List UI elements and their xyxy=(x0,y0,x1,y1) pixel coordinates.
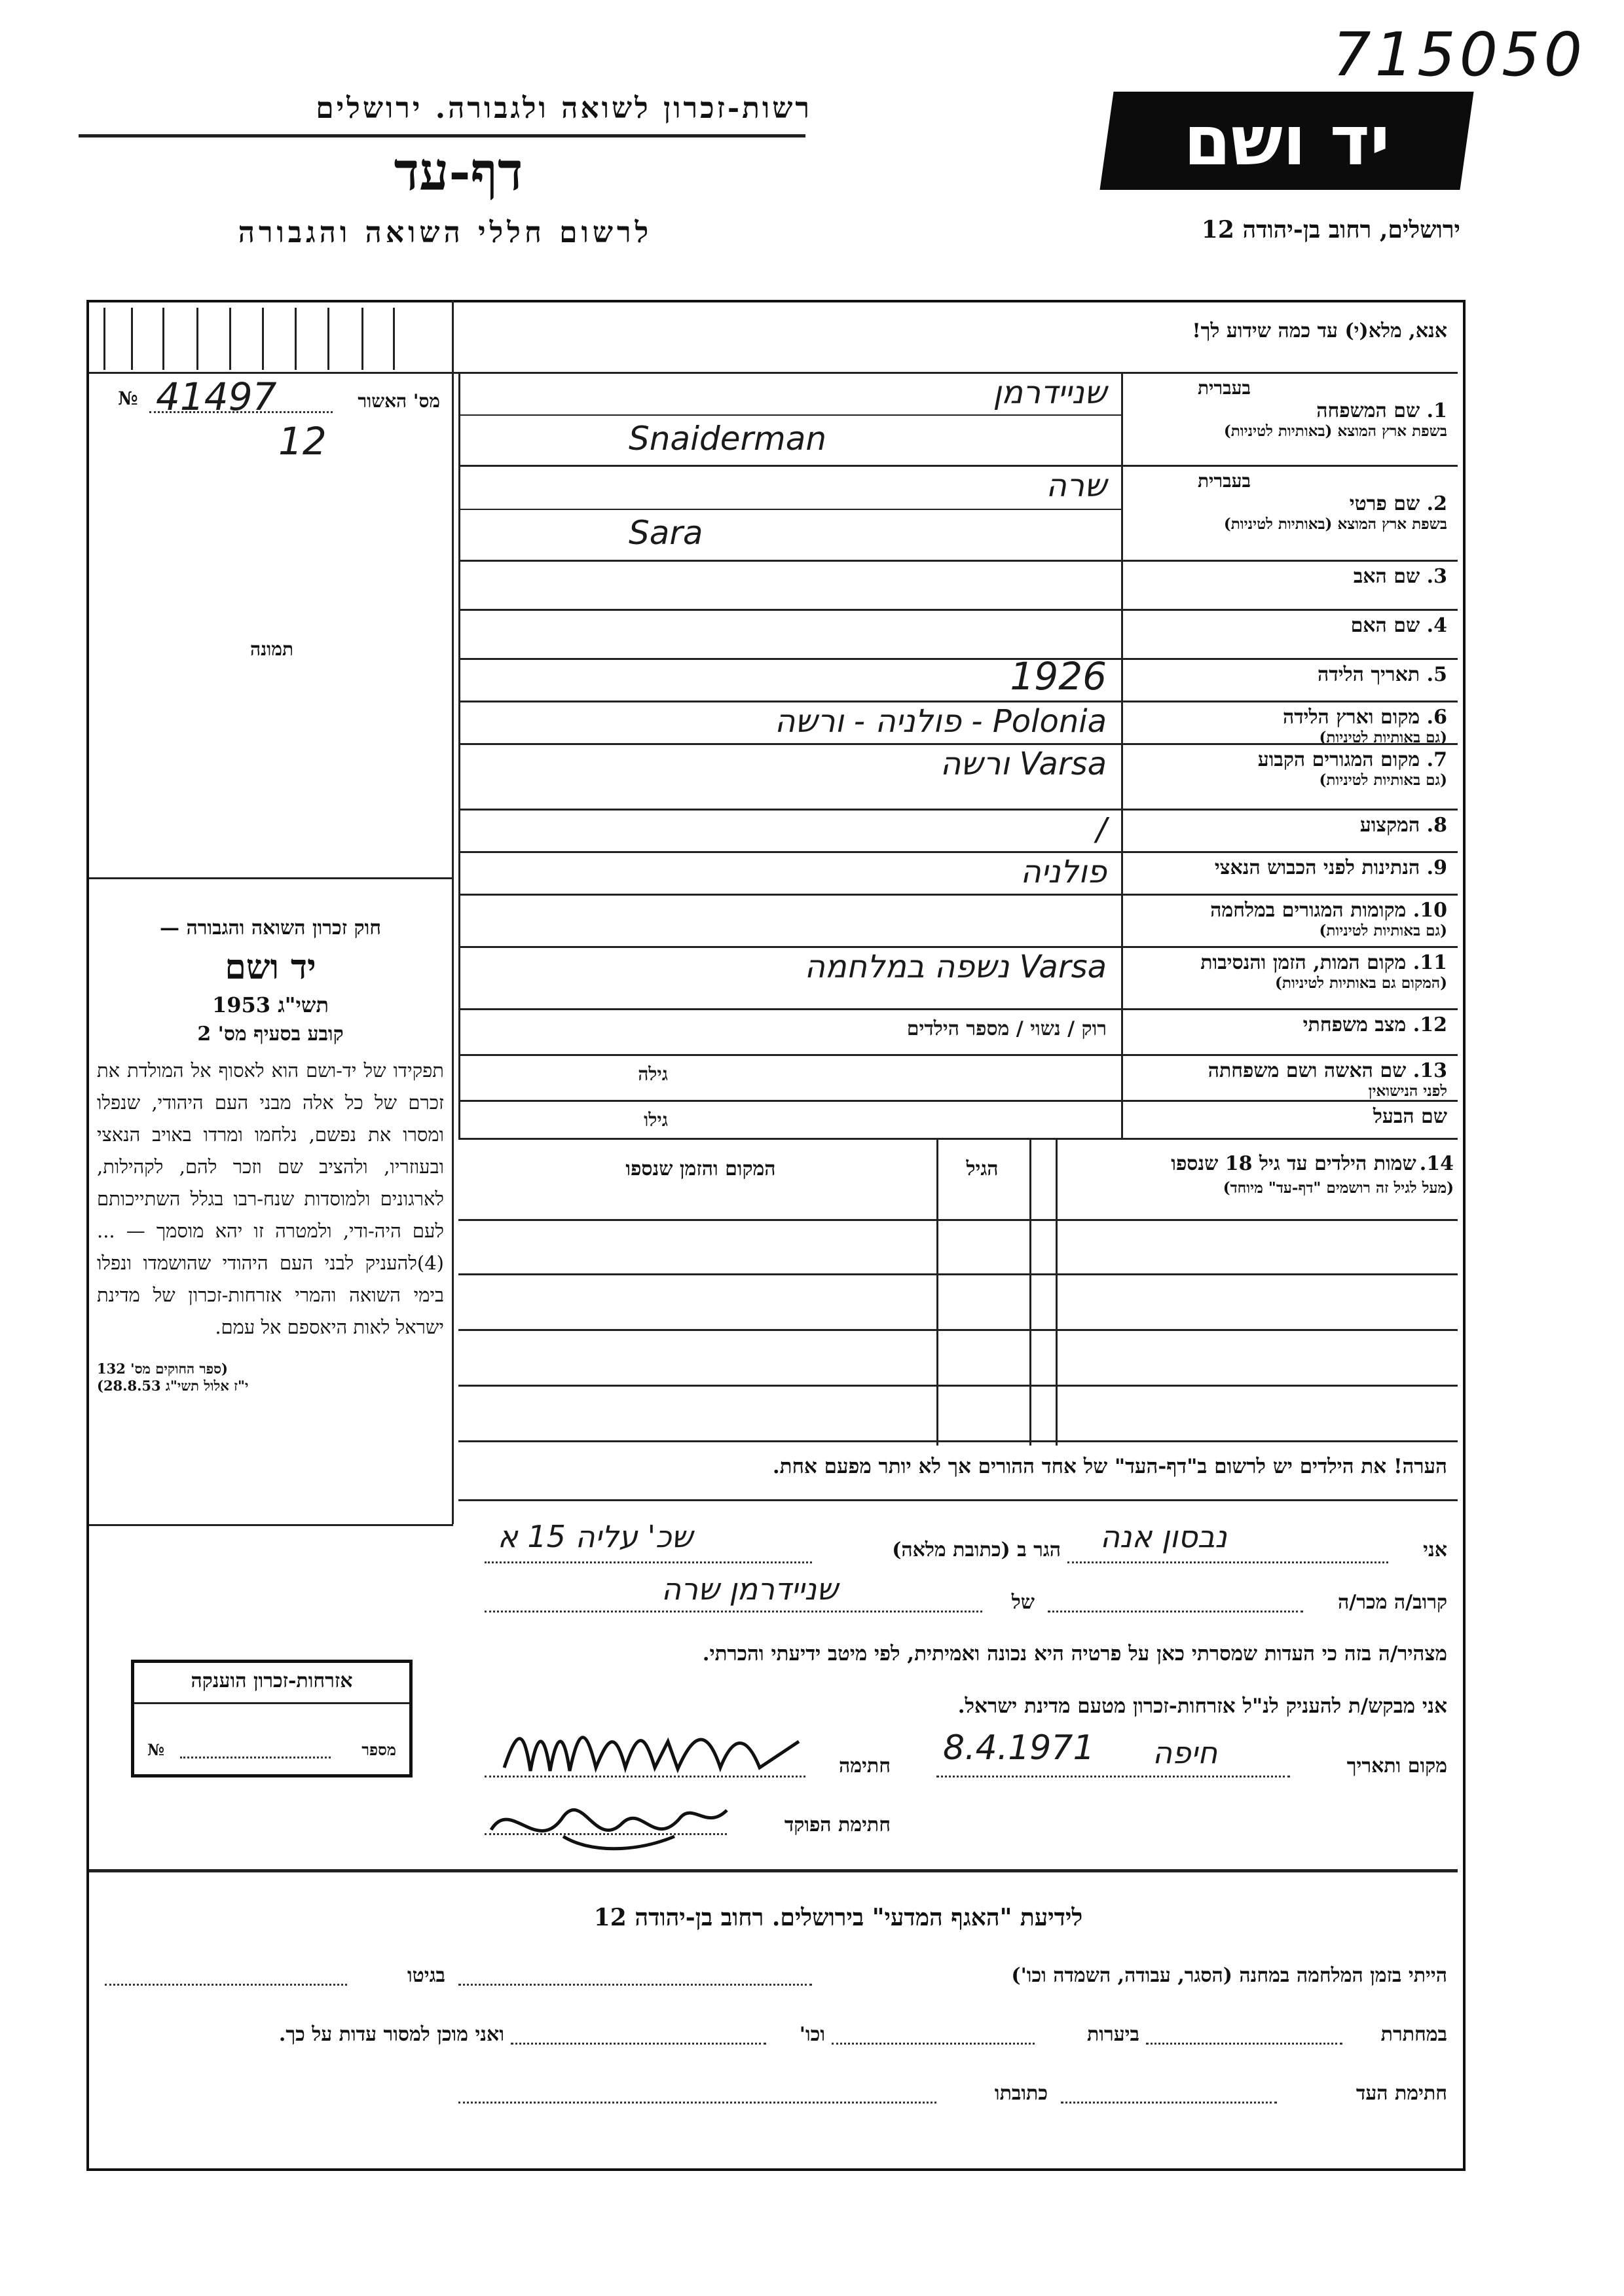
field-14-value[interactable]: גילו xyxy=(644,1109,668,1131)
field-1-number: 1. xyxy=(1426,399,1447,422)
certificate-title: אזרחות-זכרון הוענקה xyxy=(191,1669,353,1692)
field-14-label xyxy=(1126,1105,1447,1128)
field-7-label xyxy=(1126,748,1447,771)
field-2-latin-value[interactable]: Sara xyxy=(629,514,703,552)
witness-signature xyxy=(498,1715,805,1787)
field-12-label-cell xyxy=(1126,1013,1447,1051)
left-column-border xyxy=(452,300,454,1524)
field-9-value[interactable]: פולניה xyxy=(1020,854,1107,890)
field-7-hint: (גם באותיות לטיניות) xyxy=(1319,771,1447,789)
field-11-value[interactable]: Varsa נשפה במלחמה xyxy=(804,949,1107,985)
signing-date[interactable]: 8.4.1971 xyxy=(943,1728,1095,1768)
victim-reference[interactable]: שניידרמן שרה xyxy=(661,1571,838,1607)
field-7-number: 7. xyxy=(1426,748,1447,771)
field-7-title: מקום המגורים הקבוע xyxy=(1257,748,1420,771)
approval-label: מס' האשור xyxy=(358,390,440,412)
children-title: שמות הילדים עד גיל 18 שנספו xyxy=(1171,1152,1416,1175)
citizenship-request: אני מבקש/ת להעניק לנ"ל אזרחות-זכרון מטעם מדינת ישראל. xyxy=(957,1694,1447,1718)
no-symbol: № xyxy=(118,388,138,409)
law-text xyxy=(97,917,444,1394)
bottom-title: לידיעת "האגף המדעי" בירושלים. רחוב בן-יהודה 12 xyxy=(593,1904,1083,1931)
field-2-label-cell xyxy=(1126,470,1447,557)
field-11-label-cell xyxy=(1126,951,1447,1006)
field-13-title: שם האשה ושם משפחתה xyxy=(1208,1059,1407,1082)
field-6-label-cell xyxy=(1126,706,1447,746)
children-note: (מעל לגיל זה רושמים "דף-עד" מיוחד) xyxy=(1223,1179,1454,1197)
field-8-number: 8. xyxy=(1426,814,1447,837)
field-6-label xyxy=(1126,706,1447,729)
field-11-number: 11. xyxy=(1412,951,1447,974)
field-7-label-cell xyxy=(1126,748,1447,806)
field-11-hint: (המקום גם באותיות לטיניות) xyxy=(1275,974,1447,992)
certificate-no-symbol: № xyxy=(147,1740,165,1759)
logo-text: יד ושם xyxy=(1183,101,1390,181)
approval-number: 41497 xyxy=(156,374,277,419)
field-9-label xyxy=(1126,856,1447,879)
field-12-number: 12. xyxy=(1412,1013,1447,1036)
law-year: תשי"ג 1953 xyxy=(212,993,329,1017)
field-1-value[interactable]: שניידרמן xyxy=(993,374,1107,411)
field-10-label-cell xyxy=(1126,899,1447,943)
field-13-number: 13. xyxy=(1412,1059,1447,1082)
field-6-title: מקום וארץ הלידה xyxy=(1282,706,1420,729)
photo-label: תמונה xyxy=(249,638,294,660)
field-14-label-cell xyxy=(1126,1105,1447,1135)
field-13-value[interactable]: גילה xyxy=(638,1063,668,1085)
archive-number: 715050 xyxy=(1333,20,1587,90)
law-title: חוק זכרון השואה והגבורה — xyxy=(160,917,381,939)
answer-left-border xyxy=(458,372,460,1138)
header-address: ירושלים, רחוב בן-יהודה 12 xyxy=(1201,216,1460,244)
field-10-label xyxy=(1126,899,1447,922)
law-citation-2: י"ז אלול תשי"ג 28.8.53) xyxy=(97,1377,249,1394)
field-9-label-cell xyxy=(1126,856,1447,891)
officer-signature-label: חתימת הפוקד xyxy=(784,1813,891,1836)
field-4-title: שם האם xyxy=(1350,614,1420,637)
field-5-label xyxy=(1126,663,1447,686)
field-3-label-cell xyxy=(1126,565,1447,606)
field-5-value[interactable]: 1926 xyxy=(1010,654,1107,699)
field-3-number: 3. xyxy=(1426,565,1447,588)
certificate-number-label: מספר xyxy=(361,1740,396,1759)
field-3-title: שם האב xyxy=(1353,565,1420,588)
field-8-label xyxy=(1126,814,1447,837)
field-2-lang-tag: בעברית xyxy=(1197,470,1251,492)
yad-vashem-logo xyxy=(1099,92,1473,190)
field-2-title: שם פרטי xyxy=(1349,492,1420,515)
certificate-box xyxy=(131,1660,413,1777)
field-12-title: מצב משפחתי xyxy=(1302,1013,1407,1036)
signature-label: חתימה xyxy=(839,1755,891,1777)
children-num: 14. xyxy=(1419,1152,1454,1175)
children-label xyxy=(1048,1152,1454,1197)
field-9-number: 9. xyxy=(1426,856,1447,879)
form-subtitle: לרשום חללי השואה והגבורה xyxy=(238,216,653,249)
field-6-number: 6. xyxy=(1426,706,1447,729)
field-5-label-cell xyxy=(1126,663,1447,698)
field-6-hint: (גם באותיות לטיניות) xyxy=(1319,729,1447,746)
field-3-label xyxy=(1126,565,1447,588)
field-4-label xyxy=(1126,614,1447,637)
officer-signature xyxy=(485,1791,733,1863)
approval-suffix: 12 xyxy=(278,419,327,464)
relative-label: קרוב/ה מכר/ה xyxy=(1338,1591,1447,1614)
field-7-value[interactable]: Varsa ורשה xyxy=(940,746,1107,782)
law-body: תפקידו של יד-ושם הוא לאסוף אל המולדת את זכרם של כל אלה מבני העם היהודי, שנפלו ומסרו את נפשם, נלחמו ומרדו באויב הנאצי ובעוזריו, ולהציב שם וזכר להם, לקהילות, לארגונים ולמוסדות שנח-רבו בגלל השתייכותם לעם היה-ודי, ולמטרה זו יהא מוסמך — ...(4)להעניק לבני העם היהודי שהושמדו ונפלו בימי השואה והמרי אזרחות-זכרון של מדינת ישראל לאות היאספם אל עמם. xyxy=(97,1059,444,1338)
field-8-label-cell xyxy=(1126,814,1447,848)
field-12-value[interactable]: רוק / נשוי / מספר הילדים xyxy=(906,1017,1107,1040)
field-8-value[interactable]: / xyxy=(1096,811,1107,848)
children-remark: הערה! את הילדים יש לרשום ב"דף-העד" של אחד ההורים אך לא יותר מפעם אחת. xyxy=(772,1455,1447,1478)
field-10-number: 10. xyxy=(1412,899,1447,922)
declaration-statement: מצהיר/ה בזה כי העדות שמסרתי כאן על פרטיה היא נכונה ואמיתית, לפי מיטב ידיעתי והכרתי. xyxy=(702,1642,1447,1666)
children-place-header: המקום והזמן שנספו xyxy=(625,1157,776,1180)
field-13-hint: לפני הנישואין xyxy=(1368,1082,1447,1100)
law-name: יד ושם xyxy=(225,947,316,987)
field-2-value[interactable]: שרה xyxy=(1046,467,1107,504)
form-title: דף-עד xyxy=(394,141,523,202)
field-4-number: 4. xyxy=(1426,614,1447,637)
field-5-number: 5. xyxy=(1426,663,1447,686)
field-6-value[interactable]: Polonia - פולניה - ורשה xyxy=(774,703,1107,740)
field-1-title: שם המשפחה xyxy=(1316,399,1420,422)
field-13-label-cell xyxy=(1126,1059,1447,1100)
law-citation-1: (ספר החוקים מס' 132 xyxy=(97,1360,228,1377)
declarant-address[interactable]: שכ' עליה 15 א xyxy=(498,1519,693,1554)
field-1-label xyxy=(1126,399,1447,422)
header-rule xyxy=(79,134,805,137)
field-1-label-cell xyxy=(1126,377,1447,462)
field-4-label-cell xyxy=(1126,614,1447,655)
field-12-label xyxy=(1126,1013,1447,1036)
children-age-header: הגיל xyxy=(966,1157,999,1180)
field-10-hint: (גם באותיות לטיניות) xyxy=(1319,922,1447,939)
field-5-title: תאריך הלידה xyxy=(1318,663,1420,686)
field-13-label xyxy=(1126,1059,1447,1082)
field-11-label xyxy=(1126,951,1447,974)
field-2-label xyxy=(1126,492,1447,515)
field-2-hint: בשפת ארץ המוצא (באותיות לטיניות) xyxy=(1223,515,1447,533)
field-11-title: מקום המות, הזמן והנסיבות xyxy=(1200,951,1407,974)
declarant-name[interactable]: נבסון אנה xyxy=(1100,1519,1227,1554)
field-1-hint: בשפת ארץ המוצא (באותיות לטיניות) xyxy=(1223,422,1447,440)
place-date-label: מקום ותאריך xyxy=(1346,1755,1447,1777)
signing-place[interactable]: חיפה xyxy=(1153,1735,1218,1770)
fill-instruction: אנא, מלא(י) עד כמה שידוע לך! xyxy=(1192,319,1447,342)
label-column-border xyxy=(1121,372,1123,1138)
law-clause: קובע בסעיף מס' 2 xyxy=(197,1023,344,1046)
field-8-title: המקצוע xyxy=(1359,814,1420,837)
approval-number-area xyxy=(105,374,445,464)
of-label: של xyxy=(1011,1591,1035,1614)
declarant-label: אני xyxy=(1423,1539,1447,1561)
field-14-title: שם הבעל xyxy=(1373,1105,1447,1128)
address-label: הגר ב (כתובת מלאה) xyxy=(892,1539,1061,1561)
field-10-title: מקומות המגורים במלחמה xyxy=(1210,899,1407,922)
field-1-lang-tag: בעברית xyxy=(1197,377,1251,399)
field-9-title: הנתינות לפני הכבוש הנאצי xyxy=(1214,856,1420,879)
field-1-latin-value[interactable]: Snaiderman xyxy=(629,420,827,458)
field-2-number: 2. xyxy=(1426,492,1447,515)
authority-name: רשות-זכרון לשואה ולגבורה. ירושלים xyxy=(316,92,812,125)
